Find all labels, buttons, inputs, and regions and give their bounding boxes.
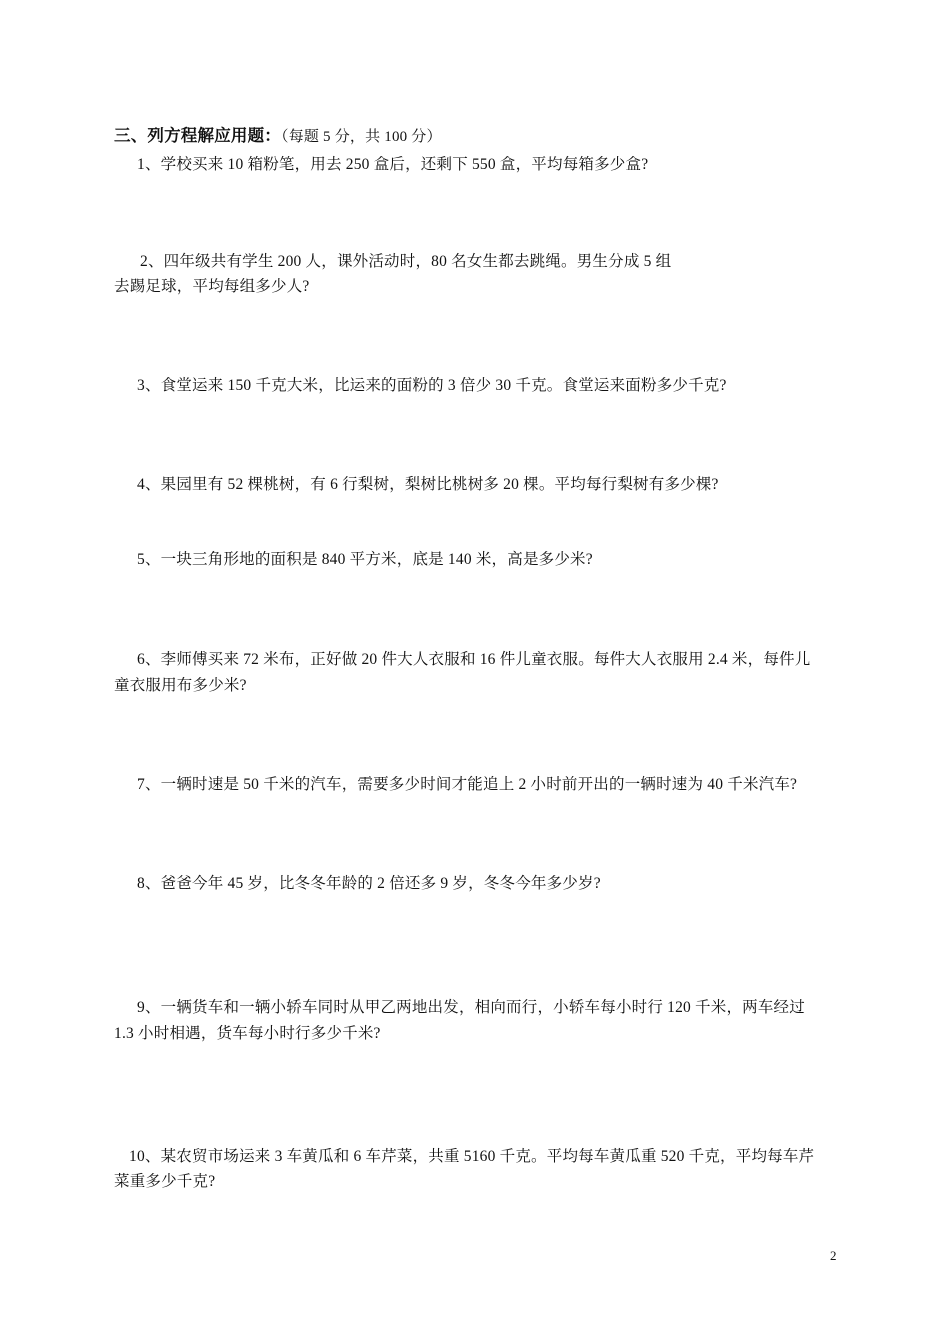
question-3: 3、食堂运来 150 千克大米，比运来的面粉的 3 倍少 30 千克。食堂运来面粉多少千克? [137,377,727,394]
question-9-line-1: 9、一辆货车和一辆小轿车同时从甲乙两地出发，相向而行，小轿车每小时行 120 千米，两车经过 [137,999,805,1016]
question-7: 7、一辆时速是 50 千米的汽车，需要多少时间才能追上 2 小时前开出的一辆时速为 40 千米汽车? [137,776,798,793]
question-5: 5、一块三角形地的面积是 840 平方米，底是 140 米，高是多少米? [137,551,593,568]
question-1: 1、学校买来 10 箱粉笔，用去 250 盒后，还剩下 550 盒，平均每箱多少盒? [137,156,649,173]
question-6-line-2: 童衣服用布多少米? [114,677,247,694]
page-number: 2 [830,1248,837,1263]
question-10-line-1: 10、某农贸市场运来 3 车黄瓜和 6 车芹菜，共重 5160 千克。平均每车黄瓜重 520 千克，平均每车芹 [129,1148,815,1165]
question-6-line-1: 6、李师傅买来 72 米布，正好做 20 件大人衣服和 16 件儿童衣服。每件大人衣服用 2.4 米，每件儿 [137,651,811,668]
question-4: 4、果园里有 52 棵桃树，有 6 行梨树，梨树比桃树多 20 棵。平均每行梨树有多少棵? [137,476,719,493]
question-8: 8、爸爸今年 45 岁，比冬冬年龄的 2 倍还多 9 岁，冬冬今年多少岁? [137,875,601,892]
question-2-line-1: 2、四年级共有学生 200 人，课外活动时，80 名女生都去跳绳。男生分成 5 组 [140,253,672,270]
section-heading [114,126,442,147]
question-9-line-2: 1.3 小时相遇，货车每小时行多少千米? [114,1025,381,1042]
question-2-line-2: 去踢足球，平均每组多少人? [114,278,310,295]
question-10-line-2: 菜重多少千克? [114,1173,216,1190]
section-title: 三、列方程解应用题： [114,126,281,145]
section-scoring-note: （每题 5 分，共 100 分） [281,129,442,145]
